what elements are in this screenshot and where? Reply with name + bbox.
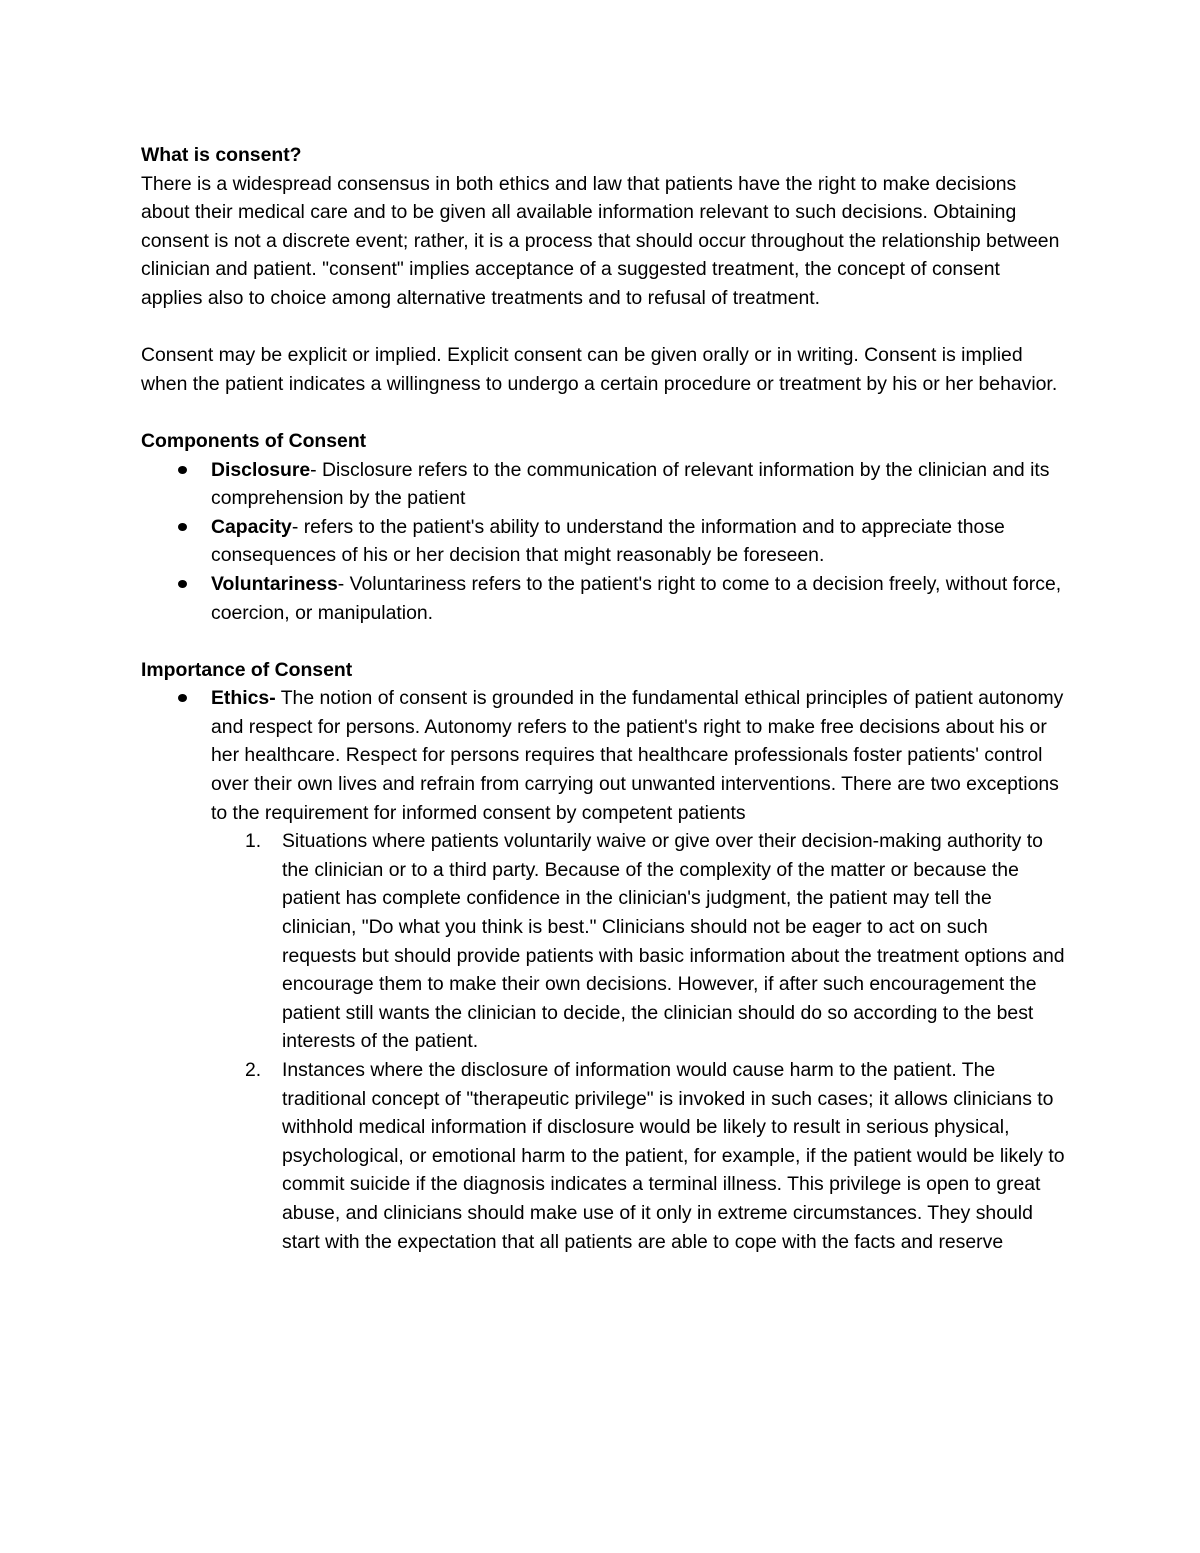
section-heading-importance: Importance of Consent — [141, 658, 353, 681]
item-number: 1. — [245, 830, 262, 853]
exceptions-list — [211, 827, 1066, 1256]
term-voluntariness: Voluntariness — [211, 572, 338, 595]
section-heading-what-is-consent: What is consent? — [141, 144, 302, 166]
bullet-dot-icon — [178, 523, 187, 531]
bullet-dot-icon — [178, 466, 187, 474]
term-description: - refers to the patient's ability to understand the information and to appreciate those consequences of his or her decision that might reasonably be foreseen. — [211, 515, 1005, 567]
section-heading-components: Components of Consent — [141, 429, 367, 452]
paragraph-explicit-implied: Consent may be explicit or implied. Explicit consent can be given orally or in writing. Consent is implied when the patient indicates a willingness to undergo a certain procedure or treatment by his or her behavior. — [141, 344, 1058, 395]
paragraph-consent-definition: There is a widespread consensus in both ethics and law that patients have the right to make decisions about their medical care and to be given all available information relevant to such decisions. Obtaining consent is not a discrete event; rather, it is a process that should occur throughout the relationship between clinician and patient. "consent" implies acceptance of a suggested treatment, the concept of consent applies also to choice among alternative treatments and to refusal of treatment. — [141, 172, 1060, 309]
numbered-item — [245, 1056, 1066, 1256]
list-item — [211, 684, 1066, 1256]
list-item — [211, 456, 1066, 513]
term-description: - Voluntariness refers to the patient's right to come to a decision freely, without force, coercion, or manipulation. — [211, 572, 1062, 624]
bullet-dot-icon — [178, 580, 187, 588]
numbered-item — [245, 827, 1066, 1056]
item-number: 2. — [245, 1059, 262, 1081]
paragraph-gap — [141, 627, 1066, 656]
list-item — [211, 570, 1066, 627]
bullet-dot-icon — [178, 694, 187, 702]
exception-text: Situations where patients voluntarily waive or give over their decision-making authority to the clinician or to a third party. Because of the complexity of the matter or because the patient has complete confidence in the clinician's judgment, the patient may tell the clinician, "Do what you think is best." Clinicians should not be eager to act on such requests but should provide patients with basic information about the treatment options and encourage them to make their own decisions. However, if after such encouragement the patient still wants the clinician to decide, the clinician should do so according to the best interests of the patient. — [282, 830, 1065, 1053]
paragraph-gap — [141, 313, 1066, 342]
paragraph-gap — [141, 398, 1066, 427]
document-page — [141, 141, 1066, 1256]
term-disclosure: Disclosure — [211, 458, 311, 481]
term-description: The notion of consent is grounded in the fundamental ethical principles of patient autonomy and respect for persons. Autonomy refers to the patient's right to make free decisions about his or her healthcare. Respect for persons requires that healthcare professionals foster patients' control over their own lives and refrain from carrying out unwanted interventions. There are two exceptions to the requirement for informed consent by competent patients — [211, 687, 1064, 824]
term-description: - Disclosure refers to the communication of relevant information by the clinician and its comprehension by the patient — [211, 458, 1050, 510]
exception-text: Instances where the disclosure of information would cause harm to the patient. The traditional concept of "therapeutic privilege" is invoked in such cases; it allows clinicians to withhold medical information if disclosure would be likely to result in serious physical, psychological, or emotional harm to the patient, for example, if the patient would be likely to commit suicide if the diagnosis indicates a terminal illness. This privilege is open to great abuse, and clinicians should make use of it only in extreme circumstances. They should start with the expectation that all patients are able to cope with the facts and reserve — [282, 1059, 1065, 1253]
term-capacity: Capacity — [211, 515, 292, 538]
list-item — [211, 513, 1066, 570]
importance-list — [141, 684, 1066, 1256]
components-list — [141, 456, 1066, 628]
term-ethics: Ethics- — [211, 687, 276, 710]
